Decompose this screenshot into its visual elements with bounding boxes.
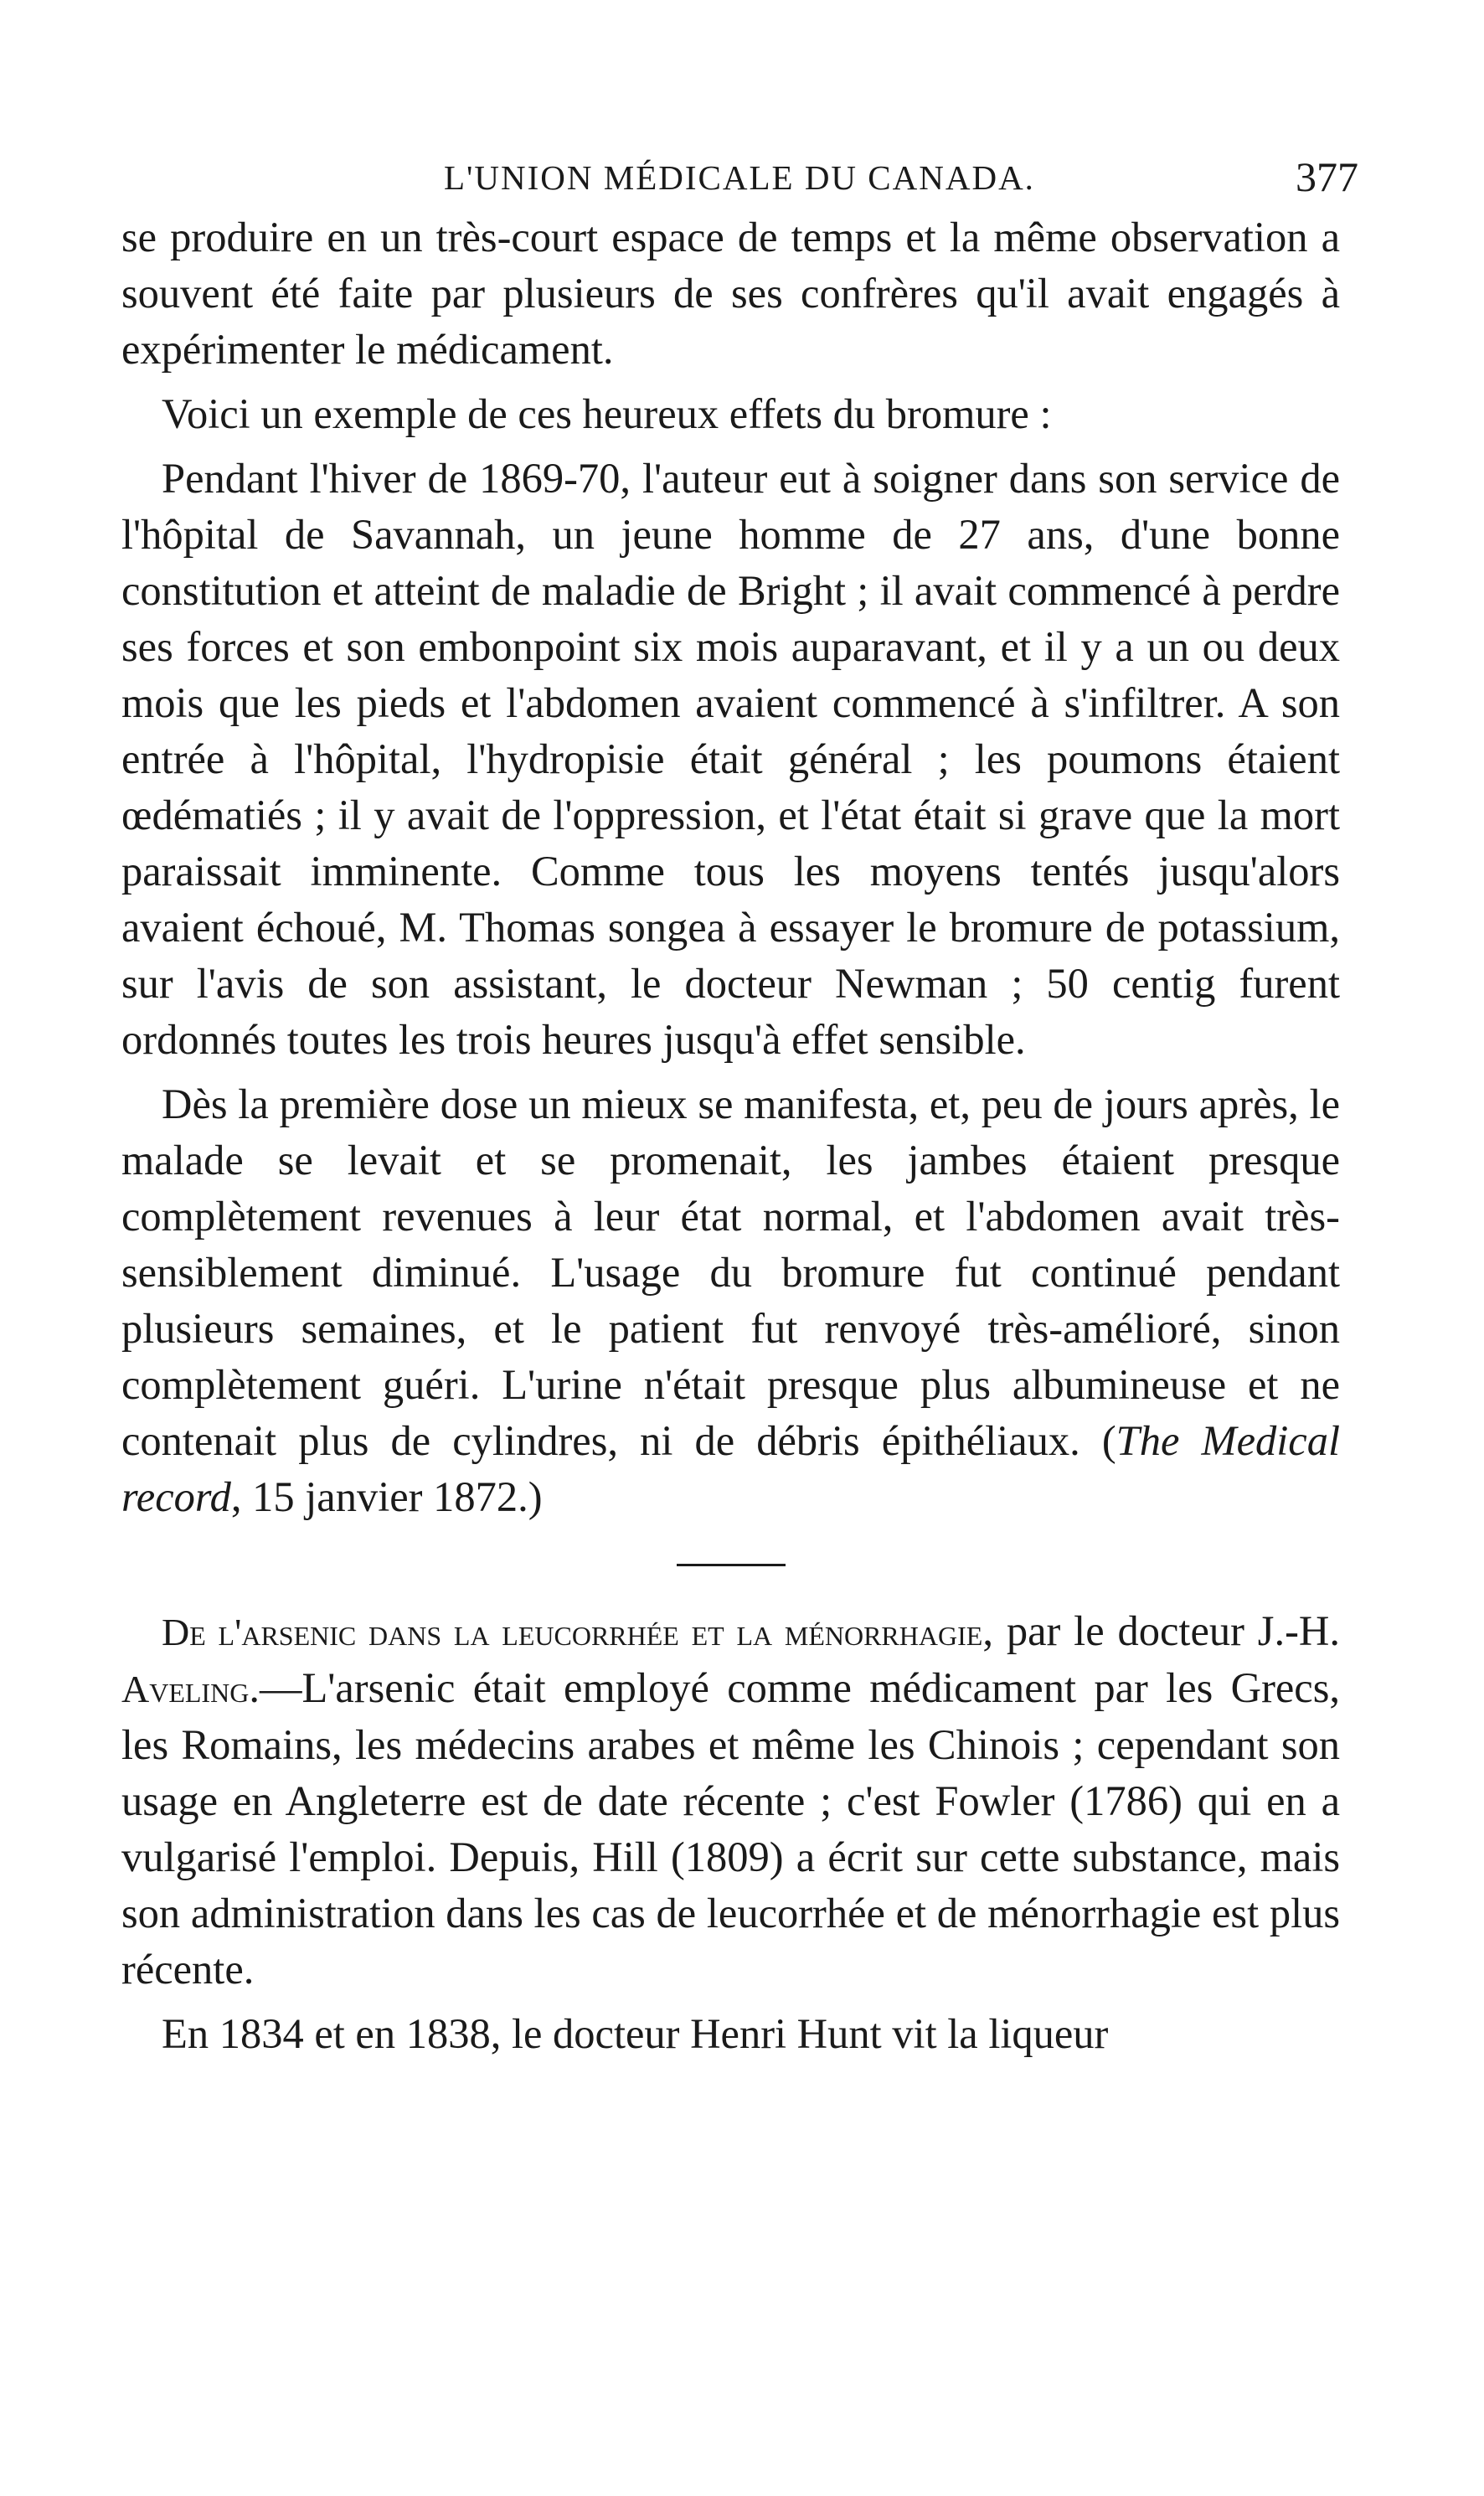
paragraph-case-report: Pendant l'hiver de 1869-70, l'auteur eut à soigner dans son service de l'hôpital de Savannah, un jeune homme de 27 ans, d'une bonne constitution et atteint de maladie de Bright ; il avait commencé à perdre ses forces et son embonpoint six mois auparavant, et il y a un ou deux mois que les pieds et l'abdomen avaient commencé à s'infiltrer. A son entrée à l'hôpital, l'hydropisie était général ; les poumons étaient œdématiés ; il y avait de l'oppression, et l'état était si grave que la mort paraissait imminente. Comme tous les moyens tentés jusqu'alors avaient échoué, M. Thomas songea à essayer le bromure de potassium, sur l'avis de son assistant, le docteur Newman ; 50 centig furent ordonnés toutes les trois heures jusqu'à effet sensible. [121,455,1340,1063]
paragraph-continuation: se produire en un très-court espace de temps et la même observation a souvent été faite par plusieurs de ses confrères qu'il avait engagés à expérimenter le médicament. [121,214,1340,373]
paragraph-outcome [121,1076,1340,1525]
citation-date: , 15 janvier 1872.) [230,1473,543,1520]
page-number: 377 [1296,153,1358,200]
paragraph-example-intro: Voici un exemple de ces heureux effets du bromure : [162,390,1052,437]
article-body: .—L'arsenic était employé comme médicament par les Grecs, les Romains, les médecins arabes et même les Chinois ; cependant son usage en Angleterre est de date récente ; c'est Fowler (1786) qui en a vulgarisé l'emploi. Depuis, Hill (1809) a écrit sur cette substance, mais son administration dans les cas de leucorrhée et de ménorrhagie est plus récente. [121,1664,1340,1993]
running-title: L'UNION MÉDICALE DU CANADA. [444,158,1035,197]
paragraph-arsenic-article [121,1603,1340,1998]
section-divider [677,1564,786,1566]
article-byline: , par le docteur J.-H. [982,1607,1340,1654]
body-text [121,209,1340,2062]
citation-journal: The Medical record [121,1417,1340,1520]
article-title: De l'arsenic dans la leucorrhée et la ménorrhagie [162,1611,983,1653]
paragraph-hunt: En 1834 et en 1838, le docteur Henri Hunt vit la liqueur [162,2010,1109,2057]
outcome-text: Dès la première dose un mieux se manifesta, et, peu de jours après, le malade se levait et se promenait, les jambes étaient presque complètement revenues à leur état normal, et l'abdomen avait très-sensiblement diminué. L'usage du bromure fut continué pendant plusieurs semaines, et le patient fut renvoyé très-amélioré, sinon complètement guéri. L'urine n'était presque plus albumineuse et ne contenait plus de cylindres, ni de débris épithéliaux. ( [121,1080,1340,1464]
article-author: Aveling [121,1668,250,1710]
running-header [126,153,1358,208]
